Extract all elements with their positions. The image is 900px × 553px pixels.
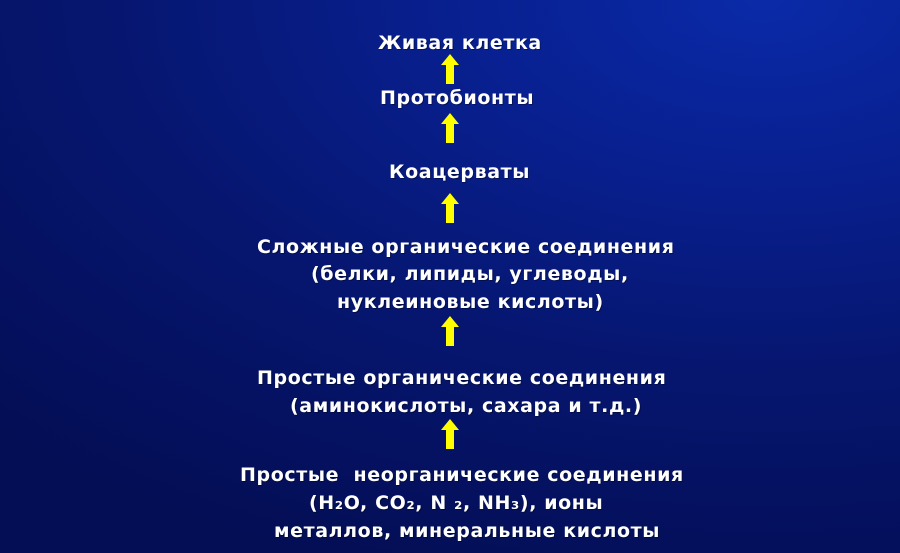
- level-living-cell: Живая клетка: [378, 32, 542, 54]
- level-inorganic-line-1: Простые неорганические соединения: [240, 464, 684, 486]
- up-arrow-icon: [441, 113, 459, 143]
- level-complex-organic-line-3: нуклеиновые кислоты): [337, 291, 604, 313]
- level-simple-organic-line-1: Простые органические соединения: [257, 367, 667, 389]
- level-inorganic-line-2: (H₂O, CO₂, N ₂, NH₃), ионы: [309, 492, 604, 514]
- level-protobionts: Протобионты: [380, 87, 535, 109]
- level-simple-organic-line-2: (аминокислоты, сахара и т.д.): [290, 395, 642, 417]
- up-arrow-icon: [441, 316, 459, 346]
- up-arrow-icon: [441, 419, 459, 449]
- level-complex-organic-line-2: (белки, липиды, углеводы,: [311, 263, 629, 285]
- level-inorganic-line-3: металлов, минеральные кислоты: [274, 520, 661, 542]
- up-arrow-icon: [441, 54, 459, 84]
- up-arrow-icon: [441, 193, 459, 223]
- level-coacervates: Коацерваты: [389, 161, 531, 183]
- level-complex-organic-line-1: Сложные органические соединения: [257, 236, 675, 258]
